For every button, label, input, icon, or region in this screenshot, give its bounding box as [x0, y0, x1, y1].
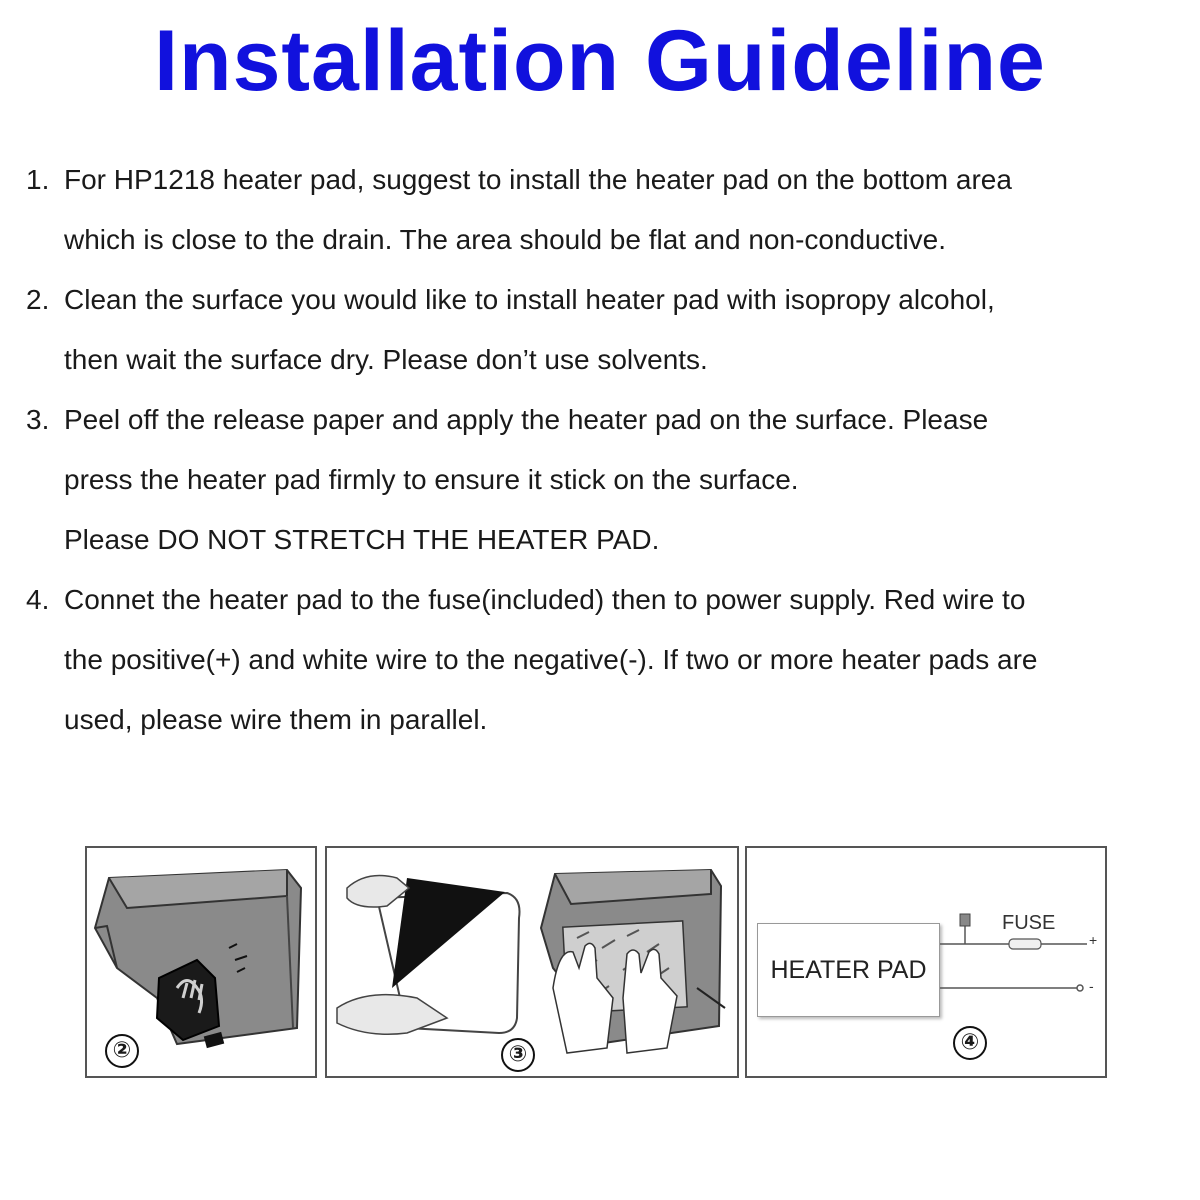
heater-pad-label: HEATER PAD	[770, 956, 927, 984]
page-title: Installation Guideline	[154, 13, 1046, 109]
step-1	[26, 150, 1186, 270]
step-marker: ④	[953, 1026, 987, 1060]
wiring-lines	[747, 848, 1105, 1076]
step-number: 2.	[26, 284, 50, 315]
step-number: 1.	[26, 164, 50, 195]
step-number: 3.	[26, 404, 50, 435]
step-2	[26, 270, 1186, 390]
step-text: then wait the surface dry. Please don’t use solvents.	[64, 344, 708, 375]
apply-pad-illustration	[325, 846, 739, 1078]
step-4	[26, 570, 1186, 750]
positive-terminal-label: +	[1089, 932, 1098, 948]
step-text: press the heater pad firmly to ensure it stick on the surface.	[64, 464, 799, 495]
apply-pad-drawing	[327, 848, 737, 1076]
step-number: 4.	[26, 584, 50, 615]
instruction-list	[26, 150, 1186, 750]
step-3	[26, 390, 1186, 570]
step-marker: ②	[105, 1034, 139, 1068]
step-text: used, please wire them in parallel.	[64, 704, 488, 735]
fuse-label: FUSE	[1002, 912, 1056, 934]
wiring-diagram	[745, 846, 1107, 1078]
negative-terminal-label: -	[1089, 978, 1094, 994]
step-text: which is close to the drain. The area should be flat and non-conductive.	[64, 224, 947, 255]
step-text: Peel off the release paper and apply the heater pad on the surface. Please	[64, 404, 989, 435]
clean-surface-illustration	[85, 846, 317, 1078]
step-marker: ③	[501, 1038, 535, 1072]
step-text: For HP1218 heater pad, suggest to install the heater pad on the bottom area	[64, 164, 1012, 195]
step-text: Please DO NOT STRETCH THE HEATER PAD.	[64, 524, 660, 555]
step-text: Clean the surface you would like to install heater pad with isopropy alcohol,	[64, 284, 995, 315]
step-text: Connet the heater pad to the fuse(included) then to power supply. Red wire to	[64, 584, 1026, 615]
step-text: the positive(+) and white wire to the negative(-). If two or more heater pads are	[64, 644, 1038, 675]
